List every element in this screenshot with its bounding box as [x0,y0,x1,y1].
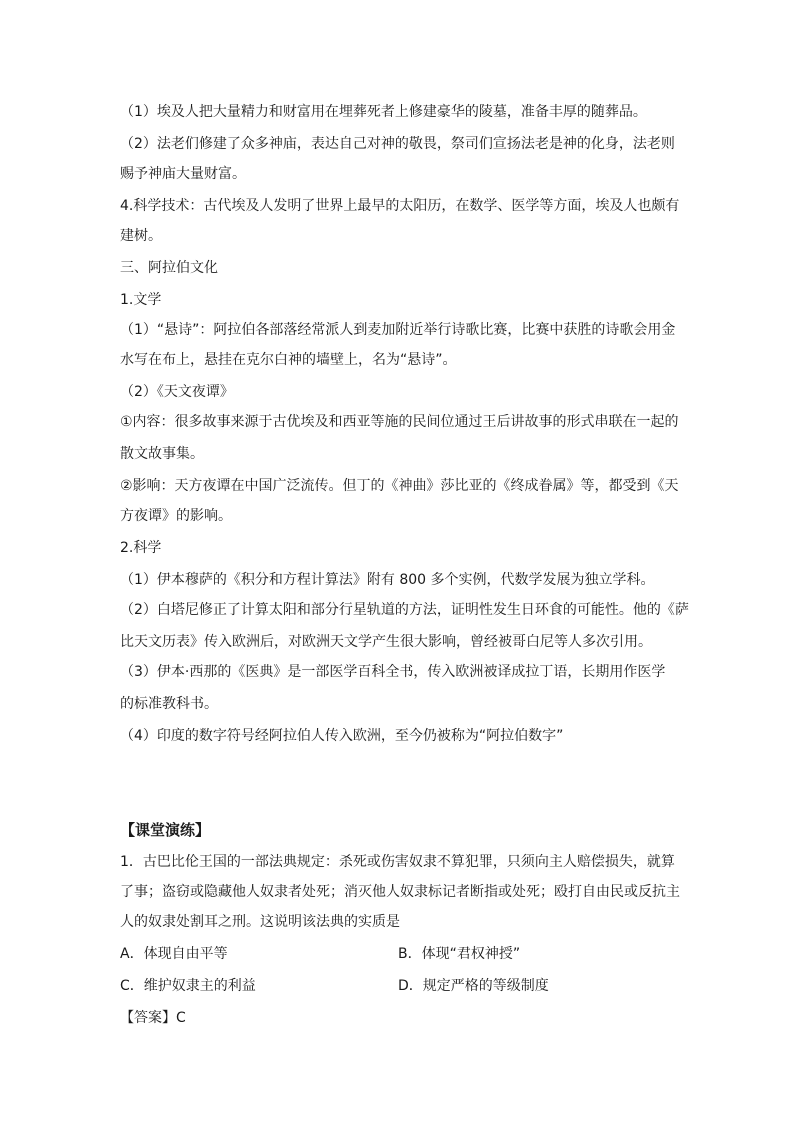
question-line: 1．古巴比伦王国的一部法典规定：杀死或伤害奴隶不算犯罪，只须向主人赔偿损失，就算 [120,854,675,870]
question-line: 人的奴隶处割耳之刑。这说明该法典的实质是 [120,914,400,930]
option-d: D．规定严格的等级制度 [398,978,549,994]
question-line: 了事；盗窃或隐藏他人奴隶者处死；消灭他人奴隶标记者断指或处死；殴打自由民或反抗主 [120,884,680,900]
text-line: 赐予神庙大量财富。 [120,166,246,182]
text-line: 4.科学技术：古代埃及人发明了世界上最早的太阳历，在数学、医学等方面，埃及人也颇有 [120,198,680,214]
text-line: （1）埃及人把大量精力和财富用在埋葬死者上修建豪华的陵墓，准备丰厚的随葬品。 [120,104,647,120]
text-line: （2）《天文夜谭》 [120,384,234,400]
text-line: 方夜谭》的影响。 [120,508,232,524]
subsection-heading: 1.文学 [120,292,162,308]
text-line: 的标准教科书。 [120,696,218,712]
answer-line: 【答案】C [120,1010,186,1026]
text-line: （2）白塔尼修正了计算太阳和部分行星轨道的方法，证明性发生日环食的可能性。他的《萨 [120,602,689,618]
text-line: 建树。 [120,228,162,244]
text-line: （1）“悬诗”：阿拉伯各部落经常派人到麦加附近举行诗歌比赛，比赛中获胜的诗歌会用金 [120,322,676,338]
text-line: （4）印度的数字符号经阿拉伯人传入欧洲，至今仍被称为“阿拉伯数字” [120,728,564,744]
text-line: （3）伊本·西那的《医典》是一部医学百科全书，传入欧洲被译成拉丁语，长期用作医学 [120,664,666,680]
text-line: 比天文历表》传入欧洲后，对欧洲天文学产生很大影响，曾经被哥白尼等人多次引用。 [120,634,652,650]
option-a: A．体现自由平等 [120,946,228,962]
text-line: 水写在布上，悬挂在克尔白神的墙壁上，名为“悬诗”。 [120,352,457,368]
text-line: （1）伊本穆萨的《积分和方程计算法》附有 800 多个实例，代数学发展为独立学科。 [120,572,655,588]
section-heading: 三、阿拉伯文化 [120,260,218,276]
text-line: ①内容：很多故事来源于古优埃及和西亚等施的民间位通过王后讲故事的形式串联在一起的 [120,414,679,430]
text-line: （2）法老们修建了众多神庙，表达自己对神的敬畏，祭司们宣扬法老是神的化身，法老则 [120,136,675,152]
text-line: ②影响：天方夜谭在中国广泛流传。但丁的《神曲》莎比亚的《终成眷属》等，都受到《天 [120,478,679,494]
subsection-heading: 2.科学 [120,540,162,556]
text-line: 散文故事集。 [120,446,204,462]
exercise-heading: 【课堂演练】 [120,821,211,839]
option-b: B．体现“君权神授” [398,946,521,962]
option-c: C．维护奴隶主的利益 [120,978,256,994]
